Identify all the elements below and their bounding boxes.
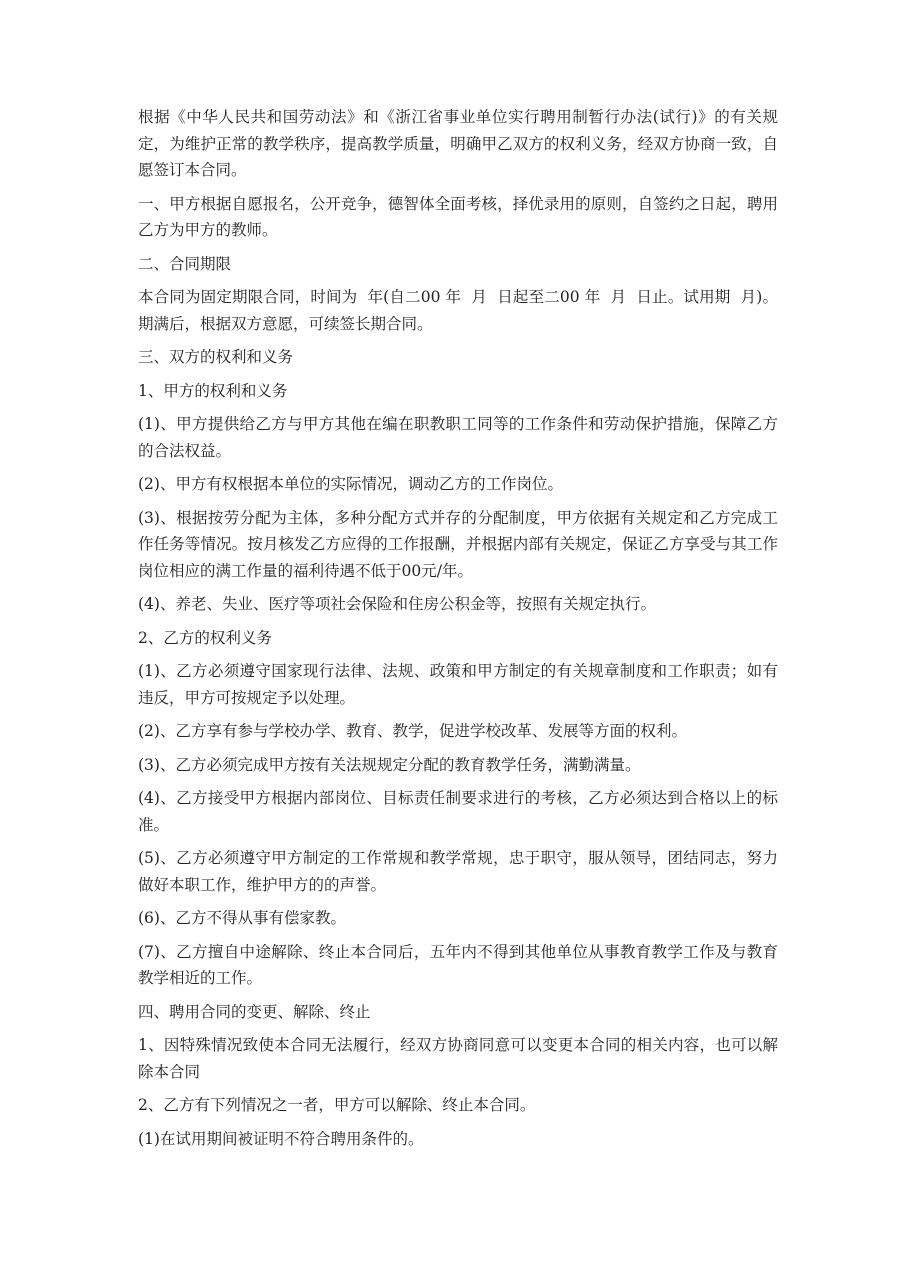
party-b-item-2: (2)、乙方享有参与学校办学、教育、教学，促进学校改革、发展等方面的权利。: [138, 722, 687, 740]
subsection-heading-party-a: 1、甲方的权利和义务: [138, 381, 288, 400]
intro-paragraph: 根据《中华人民共和国劳动法》和《浙江省事业单位实行聘用制暂行办法(试行)》的有关规定，为维护正常的教学秩序，提高教学质量，明确甲乙双方的权利义务，经双方协商一致，自愿签订本合同。: [138, 108, 778, 179]
termination-item-1: 1、因特殊情况致使本合同无法履行，经双方协商同意可以变更本合同的相关内容，也可以解除本合同: [138, 1036, 778, 1081]
party-a-item-2: (2)、甲方有权根据本单位的实际情况，调动乙方的工作岗位。: [138, 475, 563, 493]
section-heading-termination: 四、聘用合同的变更、解除、终止: [138, 1002, 371, 1021]
party-a-item-3: (3)、根据按劳分配为主体，多种分配方式并存的分配制度，甲方依据有关规定和乙方完成工作任务等情况。按月核发乙方应得的工作报酬，并根据内部有关规定，保证乙方享受与其工作岗位相应的满工作量的福利待遇不低于00元/年。: [138, 508, 778, 580]
termination-item-2: 2、乙方有下列情况之一者，甲方可以解除、终止本合同。: [138, 1096, 536, 1114]
party-b-item-7: (7)、乙方擅自中途解除、终止本合同后，五年内不得到其他单位从事教育教学工作及与教育教学相近的工作。: [138, 942, 778, 987]
party-b-item-4: (4)、乙方接受甲方根据内部岗位、目标责任制要求进行的考核，乙方必须达到合格以上的标准。: [138, 789, 778, 834]
contract-body: [138, 104, 778, 1152]
party-b-item-3: (3)、乙方必须完成甲方按有关法规规定分配的教育教学任务，满勤满量。: [138, 755, 641, 774]
party-b-item-6: (6)、乙方不得从事有偿家教。: [138, 909, 346, 927]
subsection-heading-party-b: 2、乙方的权利义务: [138, 628, 272, 647]
section-heading-rights: 三、双方的权利和义务: [138, 348, 294, 366]
section-heading-term: 二、合同期限: [138, 254, 232, 273]
party-a-item-1: (1)、甲方提供给乙方与甲方其他在编在职教职工同等的工作条件和劳动保护措施，保障乙方的合法权益。: [138, 415, 778, 460]
clause-1-paragraph: 一、甲方根据自愿报名，公开竞争，德智体全面考核，择优录用的原则，自签约之日起，聘用乙方为甲方的教师。: [138, 194, 778, 239]
term-paragraph: 本合同为固定期限合同，时间为 年(自二00 年 月 日起至二00 年 月 日止。试用期 月)。期满后，根据双方意愿，可续签长期合同。: [138, 288, 778, 333]
party-a-item-4: (4)、养老、失业、医疗等项社会保险和住房公积金等，按照有关规定执行。: [138, 595, 656, 613]
party-b-item-5: (5)、乙方必须遵守甲方制定的工作常规和教学常规，忠于职守，服从领导，团结同志，努力做好本职工作，维护甲方的的声誉。: [138, 849, 778, 894]
termination-subitem-1: (1)在试用期间被证明不符合聘用条件的。: [138, 1129, 424, 1148]
party-b-item-1: (1)、乙方必须遵守国家现行法律、法规、政策和甲方制定的有关规章制度和工作职责；如有违反，甲方可按规定予以处理。: [138, 662, 778, 707]
